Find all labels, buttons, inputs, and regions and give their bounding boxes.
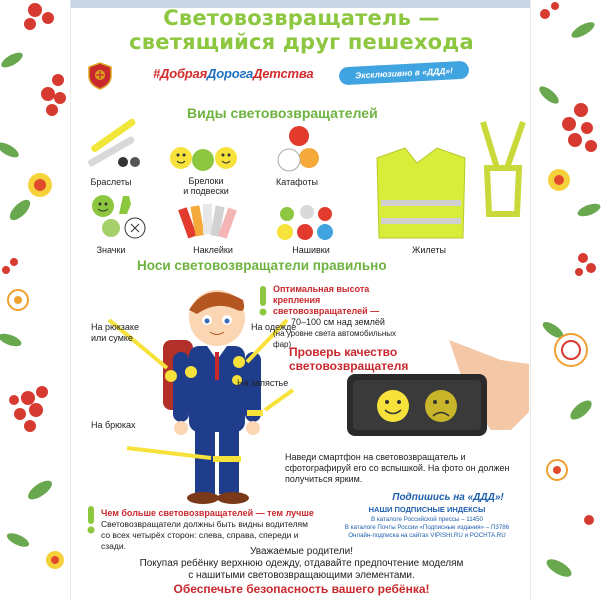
- subscription-title: Подпишись на «ДДД»!: [392, 492, 504, 503]
- title-line1: Световозвращатель —: [163, 6, 440, 30]
- exclamation-icon-2: [85, 506, 97, 534]
- title-line2: светящийся друг пешехода: [129, 30, 474, 54]
- exclamation-icon: [257, 286, 269, 316]
- police-emblem-icon: [87, 62, 113, 90]
- reflectors-label: Катафоты: [276, 177, 318, 187]
- footer-line1: Уважаемые родители!: [250, 546, 353, 557]
- label-clothes: На одежде: [251, 322, 297, 332]
- exclusive-badge: Эксклюзивно в «ДДД»!: [339, 61, 470, 86]
- vests-label: Жилеты: [412, 245, 446, 255]
- poster-title: [79, 6, 524, 54]
- bracelets-label: Браслеты: [90, 177, 132, 187]
- wear-heading: Носи световозвращатели правильно: [137, 258, 387, 273]
- more-text: Световозвращатели должны быть видны водителям со всех четырёх сторон: слева, справа, спереди и сзади.: [101, 519, 308, 551]
- label-backpack: На рюкзаке или сумке: [91, 322, 139, 343]
- subscription-subtitle: НАШИ ПОДПИСНЫЕ ИНДЕКСЫ: [368, 505, 486, 514]
- subscription-line1: В каталоге Российской прессы – 11450: [371, 516, 483, 523]
- height-value: 70–100 см над землёй: [291, 317, 385, 327]
- keychains-label: Брелоки и подвески: [183, 176, 229, 196]
- reflectors-icon: [278, 126, 319, 171]
- hashtag-part2: Дорога: [207, 66, 254, 81]
- subscription-line2: В каталоге Почты России «Подписные издания» – П3786: [344, 524, 510, 531]
- rowan-pattern-right: [531, 0, 601, 600]
- badges-icon: [92, 195, 145, 238]
- left-decoration: [0, 0, 70, 600]
- footer-line4: Обеспечьте безопасность вашего ребёнка!: [173, 582, 430, 596]
- quality-heading: Проверь качество световозвращателя: [289, 345, 409, 373]
- quality-text: Наведи смартфон на световозвращатель и сфотографируй его со вспышкой. На фото он должен получиться ярким.: [285, 452, 510, 484]
- patches-label: Нашивки: [292, 245, 330, 255]
- keychains-icon: [170, 147, 237, 171]
- phone-check-illustration: [341, 340, 529, 450]
- more-title: Чем больше световозвращателей — тем лучше: [101, 508, 314, 518]
- types-heading: Виды световозвращателей: [187, 105, 378, 121]
- vest-icon: [357, 118, 527, 248]
- hashtag-part3: Детства: [253, 66, 314, 81]
- stickers-icon: [178, 204, 237, 239]
- footer-line3: с нашитыми световозвращающими элементами.: [188, 570, 415, 581]
- height-title: Оптимальная высота крепления световозвращателей —: [273, 284, 380, 316]
- footer-line2: Покупая ребёнку верхнюю одежду, отдавайте предпочтение моделям: [139, 558, 464, 569]
- label-wrist: На запястье: [237, 378, 289, 388]
- bracelets-icon: [87, 118, 140, 167]
- stickers-label: Наклейки: [193, 245, 233, 255]
- hashtag: [153, 66, 313, 81]
- label-trousers: На брюках: [91, 420, 136, 430]
- rowan-pattern-left: [0, 0, 70, 600]
- subscription-line3: Онлайн-подписка на сайтах VIPISHI.RU и POCHTA.RU: [348, 532, 506, 539]
- hashtag-part1: #Добрая: [153, 66, 208, 81]
- poster: [70, 0, 531, 600]
- patches-icon: [277, 205, 333, 240]
- badges-label: Значки: [96, 245, 126, 255]
- height-note: (на уровне света автомобильных фар): [273, 329, 397, 349]
- right-decoration: [531, 0, 601, 600]
